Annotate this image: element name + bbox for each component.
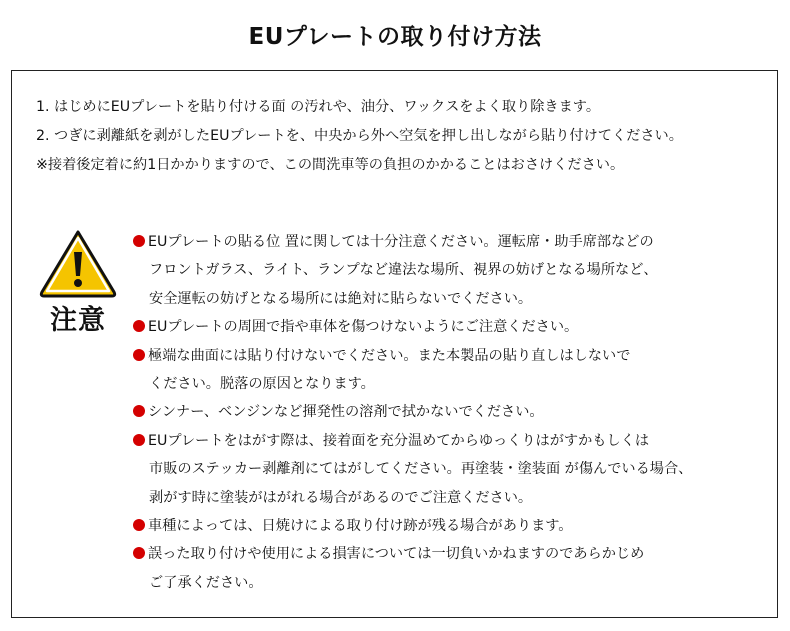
caution-note-text: シンナー、ベンジンなど揮発性の溶剤で拭かないでください。	[148, 404, 544, 421]
bullet-icon	[133, 434, 145, 446]
caution-note-line	[133, 370, 773, 398]
caution-note-text: EUプレートの貼る位 置に関しては十分注意ください。運転席・助手席部などの	[148, 234, 654, 250]
caution-note-line	[133, 569, 773, 597]
caution-note-line	[133, 342, 773, 370]
intro-step-2: 2. つぎに剥離紙を剥がしたEUプレートを、中央から外へ空気を押し出しながら貼り付けてください。	[36, 128, 683, 144]
caution-note-line	[133, 313, 773, 341]
caution-note-text: EUプレートの周囲で指や車体を傷つけないようにご注意ください。	[148, 319, 579, 336]
caution-note-text: ください。脱落の原因となります。	[149, 375, 375, 392]
bullet-icon	[133, 519, 145, 531]
caution-note-text: 誤った取り付けや使用による損害については一切負いかねますのであらかじめ	[148, 546, 645, 563]
warning-triangle-icon	[38, 228, 118, 298]
caution-notes	[133, 228, 773, 597]
caution-note-text: フロントガラス、ライト、ランプなど違法な場所、視界の妨げとなる場所など、	[149, 262, 658, 279]
bullet-icon	[133, 235, 145, 247]
caution-note-text: 安全運転の妨げとなる場所には絶対に貼らないでください。	[149, 290, 533, 307]
caution-note-text: ご了承ください。	[149, 574, 263, 591]
caution-note-text: 極端な曲面には貼り付けないでください。また本製品の貼り直しはしないで	[148, 347, 631, 364]
intro-step-1: 1. はじめにEUプレートを貼り付ける面 の汚れや、油分、ワックスをよく取り除きます。	[36, 99, 601, 115]
bullet-icon	[133, 320, 145, 332]
caution-note-line	[133, 228, 773, 256]
caution-note-line	[133, 540, 773, 568]
caution-note-line	[133, 398, 773, 426]
caution-note-line	[133, 427, 773, 455]
caution-note-line	[133, 285, 773, 313]
caution-note-text: 剥がす時に塗装がはがれる場合があるのでご注意ください。	[149, 489, 533, 506]
caution-note-line	[133, 484, 773, 512]
bullet-icon	[133, 405, 145, 417]
caution-note-line	[133, 512, 773, 540]
bullet-icon	[133, 547, 145, 559]
caution-note-text: 車種によっては、日焼けによる取り付け跡が残る場合があります。	[148, 517, 573, 534]
caution-note-line	[133, 455, 773, 483]
bullet-icon	[133, 349, 145, 361]
caution-label: 注意	[50, 305, 106, 336]
caution-note-line	[133, 256, 773, 284]
intro-note: ※接着後定着に約1日かかりますので、この間洗車等の負担のかかることはおさけください。	[36, 157, 625, 173]
caution-note-text: 市販のステッカー剥離剤にてはがしてください。再塗装・塗装面 が傷んでいる場合、	[149, 461, 693, 478]
intro-steps	[36, 93, 781, 180]
page-title: EUプレートの取り付け方法	[248, 24, 542, 50]
caution-note-text: EUプレートをはがす際は、接着面を充分温めてからゆっくりはがすかもしくは	[148, 432, 650, 449]
